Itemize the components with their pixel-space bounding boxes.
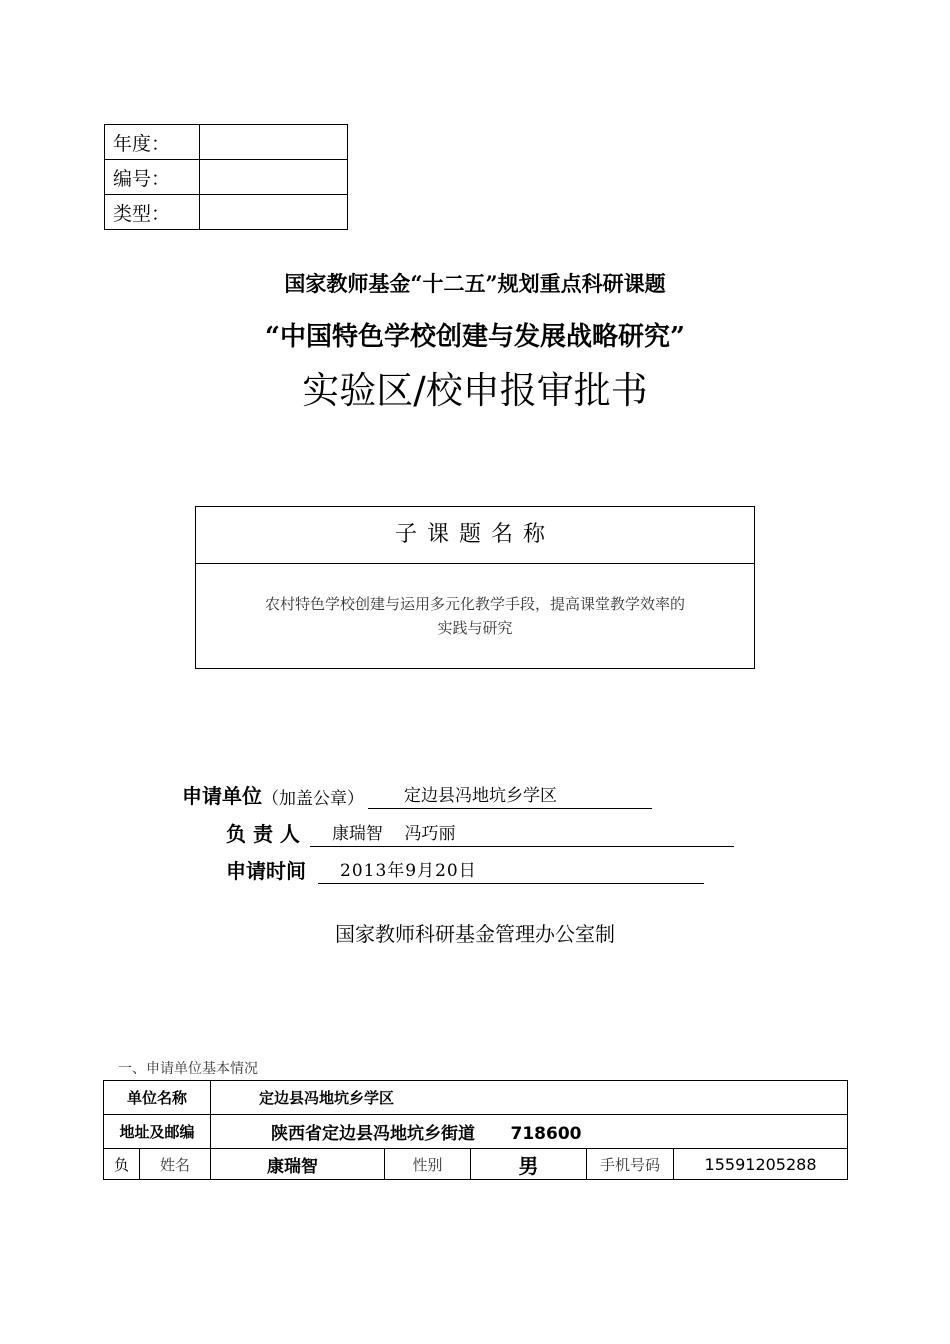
applicant-unit-label: 申请单位 <box>182 784 262 808</box>
issuing-office: 国家教师科研基金管理办公室制 <box>335 922 615 946</box>
address-value: 陕西省定边县冯地坑乡街道 718600 <box>211 1115 848 1149</box>
gender-label: 性别 <box>385 1149 471 1180</box>
leader-value: 康瑞智 冯巧丽 <box>310 822 734 847</box>
year-field <box>200 125 348 160</box>
meta-table <box>104 124 348 230</box>
applicant-unit-value: 定边县冯地坑乡学区 <box>368 784 652 809</box>
gender-value: 男 <box>471 1149 587 1180</box>
number-field <box>200 160 348 195</box>
year-label: 年度： <box>105 125 200 160</box>
title-document: 实验区/校申报审批书 <box>302 369 648 412</box>
section-heading: 一、申请单位基本情况 <box>118 1061 258 1077</box>
name-value: 康瑞智 <box>211 1149 385 1180</box>
leader-prefix: 负 <box>104 1149 140 1180</box>
type-field <box>200 195 348 230</box>
applicant-unit-row <box>182 780 652 809</box>
applicant-unit-note: （加盖公章） <box>262 789 364 809</box>
subtopic-box <box>195 506 755 669</box>
subtopic-header: 子课题名称 <box>196 507 754 564</box>
leader-row <box>226 818 734 847</box>
number-label: 编号： <box>105 160 200 195</box>
leader-label: 负 责 人 <box>226 822 300 846</box>
phone-value: 15591205288 <box>674 1149 848 1180</box>
apply-time-label: 申请时间 <box>226 859 306 883</box>
address-label: 地址及邮编 <box>104 1115 211 1149</box>
type-label: 类型： <box>105 195 200 230</box>
subtopic-text-line1: 农村特色学校创建与运用多元化教学手段，提高课堂教学效率的 <box>264 595 685 613</box>
unit-name-label: 单位名称 <box>104 1081 211 1115</box>
apply-time-value: 2013年9月20日 <box>318 859 704 884</box>
unit-info-table <box>103 1080 848 1180</box>
unit-name-value: 定边县冯地坑乡学区 <box>211 1081 848 1115</box>
subtopic-text-line2: 实践与研究 <box>437 619 513 637</box>
name-label: 姓名 <box>140 1149 211 1180</box>
phone-label: 手机号码 <box>587 1149 674 1180</box>
title-research-topic: “中国特色学校创建与发展战略研究” <box>265 322 685 352</box>
subtopic-text <box>196 564 754 640</box>
title-fund-project: 国家教师基金“十二五”规划重点科研课题 <box>284 271 666 296</box>
apply-time-row <box>226 855 704 884</box>
